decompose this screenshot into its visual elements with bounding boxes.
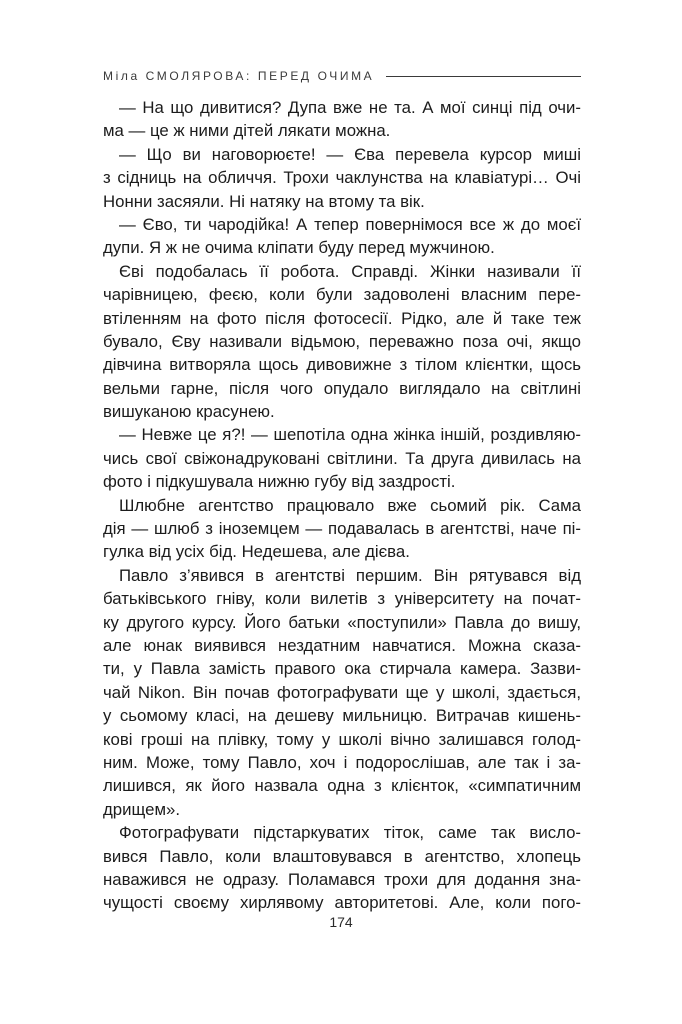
text-line: гулка від усіх бід. Недешева, але дієва. — [103, 542, 410, 562]
header-rule — [386, 76, 581, 77]
text-line: Єві подобалась її робота. Справді. Жінки називали її — [119, 261, 581, 281]
text-line: Шлюбне агентство працювало вже сьомий рік. Сама — [119, 495, 581, 515]
text-line: чись свої свіжонадруковані світлини. Та друга дивилась на — [103, 448, 581, 468]
text-line: батьківського гніву, коли вилетів з університету на почат- — [103, 589, 581, 609]
text-line: але юнак виявився нездатним навчатися. Можна сказа- — [103, 635, 581, 655]
text-line: — Невже це я?! — шепотіла одна жінка іншій, роздивляю- — [119, 425, 581, 445]
text-line: ним. Може, тому Павло, хоч і подорослішав, але так і за- — [103, 752, 581, 772]
text-line: вишуканою красунею. — [103, 402, 275, 422]
text-line: фото і підкушувала нижню губу від заздрості. — [103, 472, 456, 492]
text-line: лишився, як його назвала одна з клієнток, «симпатичним — [103, 776, 581, 796]
running-title: Міла СМОЛЯРОВА: ПЕРЕД ОЧИМА — [103, 69, 375, 83]
text-line: наважився не одразу. Поламався трохи для додання зна- — [103, 869, 581, 889]
text-line: Нонни засяяли. Ні натяку на втому та вік. — [103, 191, 425, 211]
text-line: чущості своєму хирлявому авторитетові. Але, коли пого- — [103, 893, 581, 913]
text-line: чай Nikon. Він почав фотографувати ще у школі, здається, — [103, 682, 581, 702]
text-line: з сідниць на обличчя. Трохи чаклунства на клавіатурі… Очі — [103, 168, 581, 188]
page-number: 174 — [329, 914, 353, 930]
text-line: у сьомому класі, на дешеву мильницю. Витрачав кишень- — [103, 706, 581, 726]
text-line: Фотографувати підстаркуватих тіток, саме так висло- — [119, 823, 581, 843]
text-line: чарівницею, феєю, коли були задоволені власним пере- — [103, 285, 581, 305]
text-line: втіленням на фото після фотосесії. Рідко, але й таке теж — [103, 308, 581, 328]
text-line: Павло з’явився в агентстві першим. Він рятувався від — [119, 565, 581, 585]
text-line: ма — це ж ними дітей лякати можна. — [103, 121, 391, 141]
text-line: — Що ви наговорюєте! — Єва перевела курсор миші — [119, 144, 581, 164]
text-line: дія — шлюб з іноземцем — подавалась в агентстві, наче пі- — [103, 519, 581, 539]
text-line: дрищем». — [103, 799, 180, 819]
text-line: — Єво, ти чародійка! А тепер повернімося все ж до моєї — [119, 214, 581, 234]
text-line: бувало, Єву називали відьмою, переважно поза очі, якщо — [103, 331, 581, 351]
text-line: ку другого курсу. Його батьки «поступили» Павла до вишу, — [103, 612, 581, 632]
body-text — [103, 96, 581, 915]
text-line: дупи. Я ж не очима кліпати буду перед мужчиною. — [103, 238, 495, 258]
text-line: ти, у Павла замість правого ока стирчала камера. Зазви- — [103, 659, 581, 679]
text-line: вельми гарне, після чого опудало виглядало на світлині — [103, 378, 581, 398]
text-line: дівчина витворяла щось дивовижне з тілом клієнтки, щось — [103, 355, 581, 375]
running-header — [103, 66, 581, 86]
text-line: кові гроші на плівку, тому у школі вічно залишався голод- — [103, 729, 581, 749]
text-line: — На що дивитися? Дупа вже не та. А мої синці під очи- — [119, 98, 581, 117]
text-line: вився Павло, коли влаштовувався в агентство, хлопець — [103, 846, 581, 866]
